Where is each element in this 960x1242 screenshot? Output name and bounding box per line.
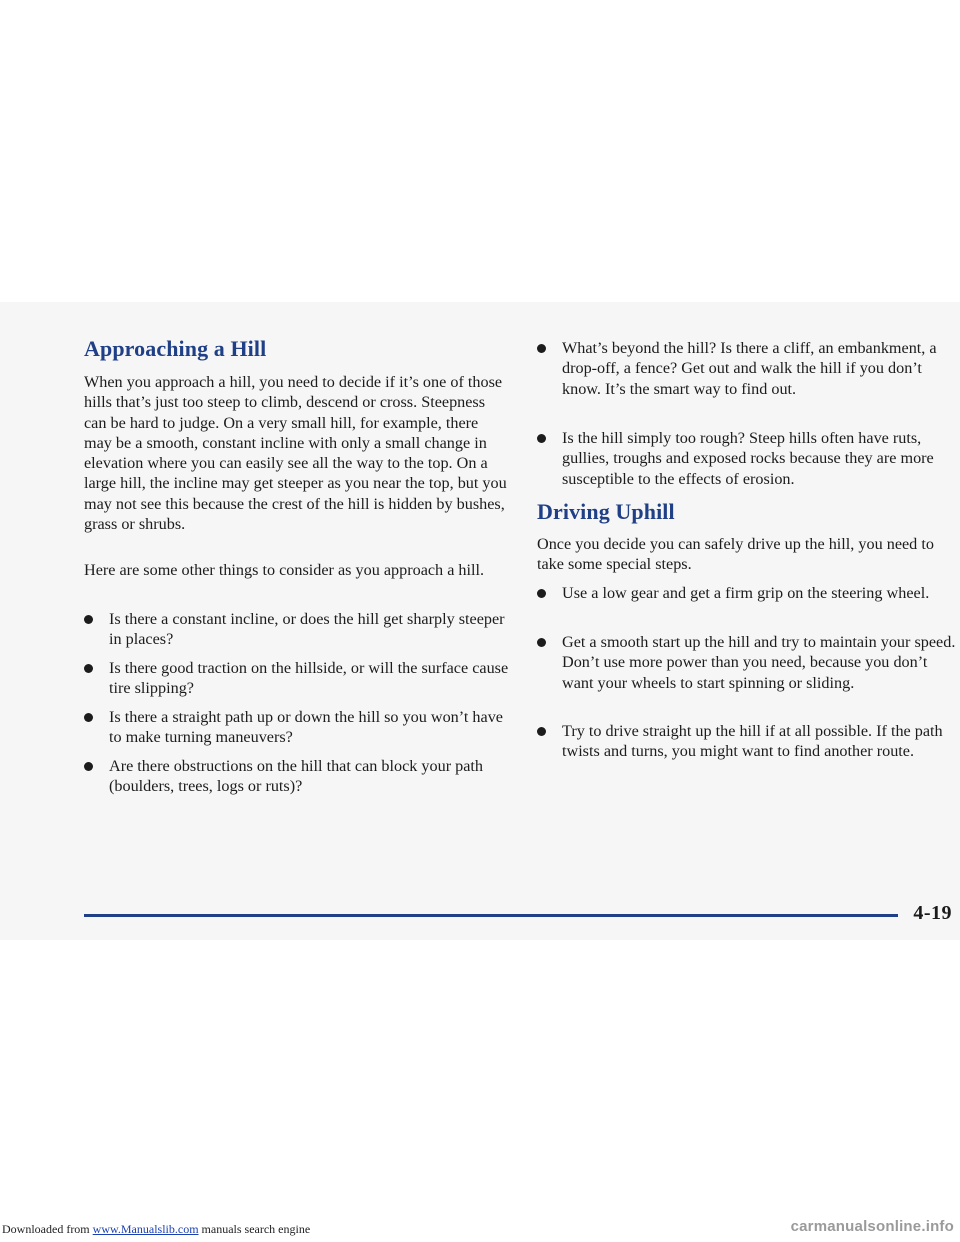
manualslib-link[interactable]: www.Manualslib.com bbox=[92, 1222, 199, 1236]
bullet-icon bbox=[84, 713, 93, 722]
list-item: Is there good traction on the hillside, or will the surface cause tire slipping? bbox=[84, 658, 510, 699]
list-item: Get a smooth start up the hill and try to maintain your speed. Don’t use more power than you need, because you don’t want your wheels to start spinning or sliding. bbox=[537, 632, 957, 693]
list-item: Use a low gear and get a firm grip on the steering wheel. bbox=[537, 583, 929, 603]
approaching-hill-intro: When you approach a hill, you need to decide if it’s one of those hills that’s just too steep to climb, descend or cross. Steepness can be hard to judge. On a very small hill, for example, there may be a smooth, constant incline with only a small change in elevation where you can easily see all the way to the top. On a large hill, the incline may get steeper as you near the top, but you may not see this because the crest of the hill is hidden by bushes, grass or shrubs. bbox=[84, 373, 507, 534]
download-footer bbox=[0, 1218, 960, 1242]
footer-source: Downloaded from www.Manualslib.com manuals search engine bbox=[2, 1222, 311, 1236]
list-item: Try to drive straight up the hill if at all possible. If the path twists and turns, you might want to find another route. bbox=[537, 721, 957, 762]
list-item: Is there a constant incline, or does the hill get sharply steeper in places? bbox=[84, 609, 510, 650]
bullet-icon bbox=[84, 615, 93, 624]
list-item: What’s beyond the hill? Is there a cliff, an embankment, a drop-off, a fence? Get out and walk the hill if you don’t know. It’s the smart way to find out. bbox=[537, 338, 957, 399]
bullet-icon bbox=[537, 589, 546, 598]
heading-approaching-a-hill: Approaching a Hill bbox=[84, 336, 267, 361]
watermark: carmanualsonline.info bbox=[790, 1218, 954, 1235]
bullet-icon bbox=[537, 434, 546, 443]
list-item: Is the hill simply too rough? Steep hills often have ruts, gullies, troughs and exposed rocks because they are more susceptible to the effects of erosion. bbox=[537, 428, 957, 489]
heading-driving-uphill: Driving Uphill bbox=[537, 499, 675, 524]
manual-page bbox=[0, 302, 960, 940]
list-item: Is there a straight path up or down the hill so you won’t have to make turning maneuvers? bbox=[84, 707, 510, 748]
page-number: 4-19 bbox=[913, 902, 952, 924]
bullet-icon bbox=[84, 762, 93, 771]
driving-uphill-intro: Once you decide you can safely drive up the hill, you need to take some special steps. bbox=[537, 535, 934, 574]
footer-rule bbox=[84, 914, 898, 917]
bullet-icon bbox=[537, 344, 546, 353]
bullet-icon bbox=[84, 664, 93, 673]
approaching-hill-lead: Here are some other things to consider as you approach a hill. bbox=[84, 561, 485, 579]
list-item: Are there obstructions on the hill that can block your path (boulders, trees, logs or ruts)? bbox=[84, 756, 510, 797]
bullet-icon bbox=[537, 727, 546, 736]
bullet-icon bbox=[537, 638, 546, 647]
